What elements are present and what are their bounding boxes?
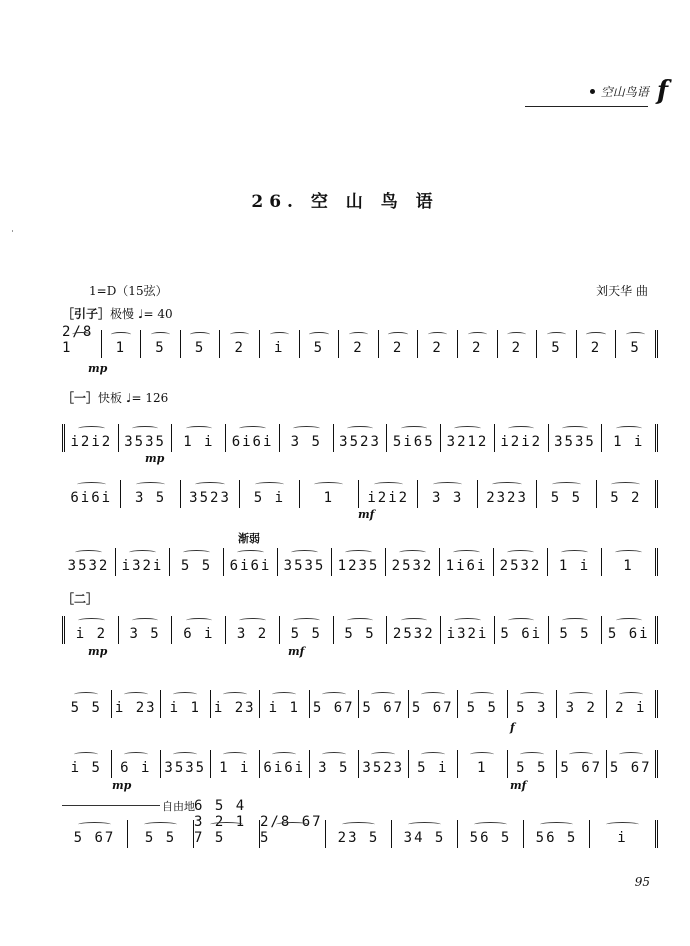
measure	[334, 616, 388, 644]
staff-2	[62, 424, 658, 452]
measure	[181, 480, 240, 508]
measure	[62, 548, 116, 576]
measure	[112, 690, 162, 718]
measure	[495, 424, 549, 452]
measure-notes: 2 i	[615, 700, 647, 716]
measure-notes: 2	[392, 340, 404, 356]
measure	[260, 330, 300, 358]
section-one-label: ［一］快板 ♩= 126	[62, 391, 169, 405]
staff-4	[62, 548, 658, 576]
measure-notes: i 2	[75, 626, 108, 642]
measure	[441, 424, 495, 452]
section-intro-label: ［引子］极慢 ♩= 40	[62, 307, 173, 321]
measure	[359, 480, 418, 508]
measure	[458, 330, 498, 358]
dynamic-mp: mp	[88, 645, 108, 658]
measure-notes: 5	[551, 340, 562, 356]
section-two-label: ［二］	[62, 592, 99, 606]
measure-notes: 5 3	[516, 700, 548, 716]
header-mark: f	[656, 76, 668, 106]
measure	[379, 330, 419, 358]
measure-notes: 2	[590, 340, 602, 356]
measure-notes: 6 i	[120, 760, 152, 776]
measure-notes: 5	[630, 340, 641, 356]
measure	[498, 330, 538, 358]
measure-notes: 5 5	[144, 830, 177, 846]
measure	[116, 548, 170, 576]
measure	[161, 690, 211, 718]
measure	[172, 616, 226, 644]
measure	[548, 548, 602, 576]
measure-notes: 56 5	[469, 830, 512, 846]
measure	[121, 480, 180, 508]
measure	[226, 424, 280, 452]
dynamic-mf: mf	[510, 779, 527, 792]
measure-notes: 5 i	[417, 760, 449, 776]
measure-notes: i32i	[121, 558, 164, 574]
piece-title: 26. 空 山 鸟 语	[251, 192, 439, 212]
header-rule	[525, 106, 648, 107]
measure-notes: 5 5	[466, 700, 498, 716]
staff-6	[62, 690, 658, 718]
measure	[549, 424, 603, 452]
header-label: 空山鸟语	[600, 84, 649, 99]
measure	[300, 330, 340, 358]
measure-notes: 5	[194, 340, 206, 356]
measure	[409, 690, 459, 718]
measure	[102, 330, 142, 358]
measure	[211, 750, 261, 778]
measure	[597, 480, 658, 508]
measure-notes: 3523	[189, 490, 231, 506]
measure-notes: 2/8 1	[62, 324, 101, 356]
measure	[458, 690, 508, 718]
measure	[418, 480, 477, 508]
measure-notes: 5 5	[70, 700, 102, 716]
measure	[224, 548, 278, 576]
measure	[62, 750, 112, 778]
measure-notes: 3 5	[290, 434, 322, 450]
measure-notes: 3532	[67, 558, 110, 574]
staff-7	[62, 750, 658, 778]
measure	[62, 480, 121, 508]
measure-notes: 5 2	[610, 490, 642, 506]
measure	[112, 750, 162, 778]
measure	[334, 424, 388, 452]
scan-speck	[12, 230, 13, 232]
measure	[310, 750, 360, 778]
measure-notes: 5 67	[411, 700, 454, 716]
measure-notes: 5 5	[516, 760, 548, 776]
measure	[211, 690, 261, 718]
measure-notes: 6i6i	[231, 434, 274, 450]
measure	[339, 330, 379, 358]
measure	[441, 616, 495, 644]
measure-notes: 5 67	[362, 700, 405, 716]
dynamic-mf: mf	[288, 645, 305, 658]
measure	[537, 480, 596, 508]
measure-notes: 5 67	[73, 830, 116, 846]
measure	[226, 616, 280, 644]
measure	[557, 750, 607, 778]
measure	[62, 690, 112, 718]
measure-notes: i	[274, 340, 285, 356]
measure	[194, 798, 260, 848]
measure	[524, 820, 590, 848]
measure	[359, 690, 409, 718]
measure-notes: 5 5	[290, 626, 322, 642]
measure-notes: 5 5	[559, 626, 591, 642]
measure	[387, 616, 441, 644]
measure-notes: 56 5	[535, 830, 578, 846]
measure-notes: 1 i	[613, 434, 645, 450]
measure	[549, 616, 603, 644]
measure	[616, 330, 658, 358]
measure-notes: 5i65	[392, 434, 435, 450]
measure	[359, 750, 409, 778]
measure	[65, 424, 119, 452]
measure-notes: i2i2	[70, 434, 113, 450]
measure	[387, 424, 441, 452]
measure-notes: 2532	[392, 626, 435, 642]
staff-5	[62, 616, 658, 644]
measure	[602, 424, 658, 452]
measure	[508, 690, 558, 718]
measure	[141, 330, 181, 358]
measure-notes: 1 i	[558, 558, 591, 574]
composer-credit: 刘天华 曲	[596, 284, 648, 298]
measure-notes: 6i6i	[263, 760, 306, 776]
measure-notes: 1i6i	[445, 558, 488, 574]
staff-1	[62, 324, 658, 358]
measure-notes: 1 i	[183, 434, 215, 450]
measure-notes: 2	[472, 340, 483, 356]
measure	[62, 324, 102, 358]
dynamic-f: f	[510, 721, 515, 734]
dynamic-mp: mp	[88, 362, 108, 375]
measure	[607, 750, 659, 778]
measure	[332, 548, 386, 576]
measure-notes: 3 2	[565, 700, 597, 716]
measure	[602, 548, 658, 576]
measure-notes: 34 5	[403, 830, 446, 846]
measure	[220, 330, 260, 358]
measure-notes: 6 i	[183, 626, 215, 642]
measure	[537, 330, 577, 358]
measure	[478, 480, 537, 508]
measure	[495, 616, 549, 644]
dynamic-mp: mp	[112, 779, 132, 792]
measure-notes: 2	[432, 340, 443, 356]
measure	[128, 820, 194, 848]
bracket-line	[62, 805, 160, 806]
measure-notes: 3 2	[236, 626, 269, 642]
measure	[494, 548, 548, 576]
measure-notes: 1 i	[219, 760, 251, 776]
free-tempo-marking: 自由地	[162, 800, 195, 813]
measure-notes: 5 6i	[500, 626, 543, 642]
measure-notes: 6 5 4 3 2 1 7 5	[194, 798, 259, 846]
staff-3	[62, 480, 658, 508]
measure	[440, 548, 494, 576]
running-header	[590, 78, 668, 104]
measure	[161, 750, 211, 778]
measure	[278, 548, 332, 576]
measure	[607, 690, 659, 718]
measure-notes: 5 i	[253, 490, 286, 506]
measure-notes: 5 6i	[607, 626, 650, 642]
measure-notes: i	[617, 830, 628, 846]
measure-notes: i2i2	[500, 434, 543, 450]
measure	[260, 814, 326, 848]
measure-notes: 5 5	[180, 558, 213, 574]
measure-notes: 2323	[486, 490, 528, 506]
measure	[418, 330, 458, 358]
measure-notes: 3523	[362, 760, 405, 776]
measure	[386, 548, 440, 576]
measure-notes: i 23	[213, 700, 256, 716]
dynamic-mf: mf	[358, 508, 375, 521]
measure	[310, 690, 360, 718]
measure	[119, 616, 173, 644]
measure-notes: 1	[477, 760, 488, 776]
measure	[458, 820, 524, 848]
measure	[590, 820, 658, 848]
measure-notes: 3212	[446, 434, 489, 450]
measure	[326, 820, 392, 848]
measure-notes: 2/8 67 5	[260, 814, 325, 846]
measure	[392, 820, 458, 848]
measure	[280, 424, 334, 452]
measure-notes: 6i6i	[229, 558, 272, 574]
measure-notes: 2	[511, 340, 523, 356]
measure-notes: 3535	[124, 434, 166, 450]
measure	[557, 690, 607, 718]
measure-notes: 3535	[554, 434, 596, 450]
measure	[260, 750, 310, 778]
measure	[280, 616, 334, 644]
measure-notes: i2i2	[367, 490, 410, 506]
measure-notes: 2532	[499, 558, 542, 574]
measure-notes: i 23	[114, 700, 157, 716]
bullet-icon	[590, 89, 595, 94]
measure-notes: 3 5	[318, 760, 350, 776]
measure-notes: 1	[115, 340, 127, 356]
measure	[172, 424, 226, 452]
measure-notes: i 1	[268, 700, 300, 716]
measure-notes: 5 5	[550, 490, 583, 506]
measure	[65, 616, 119, 644]
page-number: 95	[634, 875, 650, 889]
measure	[119, 424, 173, 452]
measure-notes: 1	[623, 558, 634, 574]
measure	[602, 616, 658, 644]
measure-notes: 2	[353, 340, 364, 356]
measure-notes: i 5	[70, 760, 102, 776]
measure-notes: 5 5	[344, 626, 376, 642]
measure-notes: 5	[313, 340, 325, 356]
measure-notes: 23 5	[337, 830, 380, 846]
measure-notes: i32i	[446, 626, 489, 642]
measure	[458, 750, 508, 778]
measure-notes: 5 67	[609, 760, 652, 776]
measure	[240, 480, 299, 508]
measure	[181, 330, 221, 358]
measure-notes: 3 5	[129, 626, 161, 642]
measure-notes: 3535	[283, 558, 326, 574]
measure-notes: 1235	[337, 558, 380, 574]
dynamic-mp: mp	[145, 452, 165, 465]
measure	[409, 750, 459, 778]
measure-notes: 2532	[391, 558, 434, 574]
measure-notes: 3535	[164, 760, 207, 776]
measure	[577, 330, 617, 358]
measure-notes: 5 67	[312, 700, 355, 716]
measure-notes: 2	[234, 340, 245, 356]
measure	[62, 820, 128, 848]
measure-notes: 6i6i	[70, 490, 113, 506]
measure-notes: 3523	[339, 434, 381, 450]
measure	[508, 750, 558, 778]
measure-notes: 3 3	[431, 490, 464, 506]
measure-notes: i 1	[169, 700, 201, 716]
measure-notes: 5	[155, 340, 166, 356]
expression-decrescendo: 渐弱	[238, 532, 260, 545]
measure	[300, 480, 359, 508]
key-signature: 1=D（15弦）	[89, 284, 168, 298]
measure-notes: 5 67	[560, 760, 603, 776]
measure	[170, 548, 224, 576]
measure	[260, 690, 310, 718]
measure-notes: 1	[323, 490, 335, 506]
measure-notes: 3 5	[134, 490, 167, 506]
